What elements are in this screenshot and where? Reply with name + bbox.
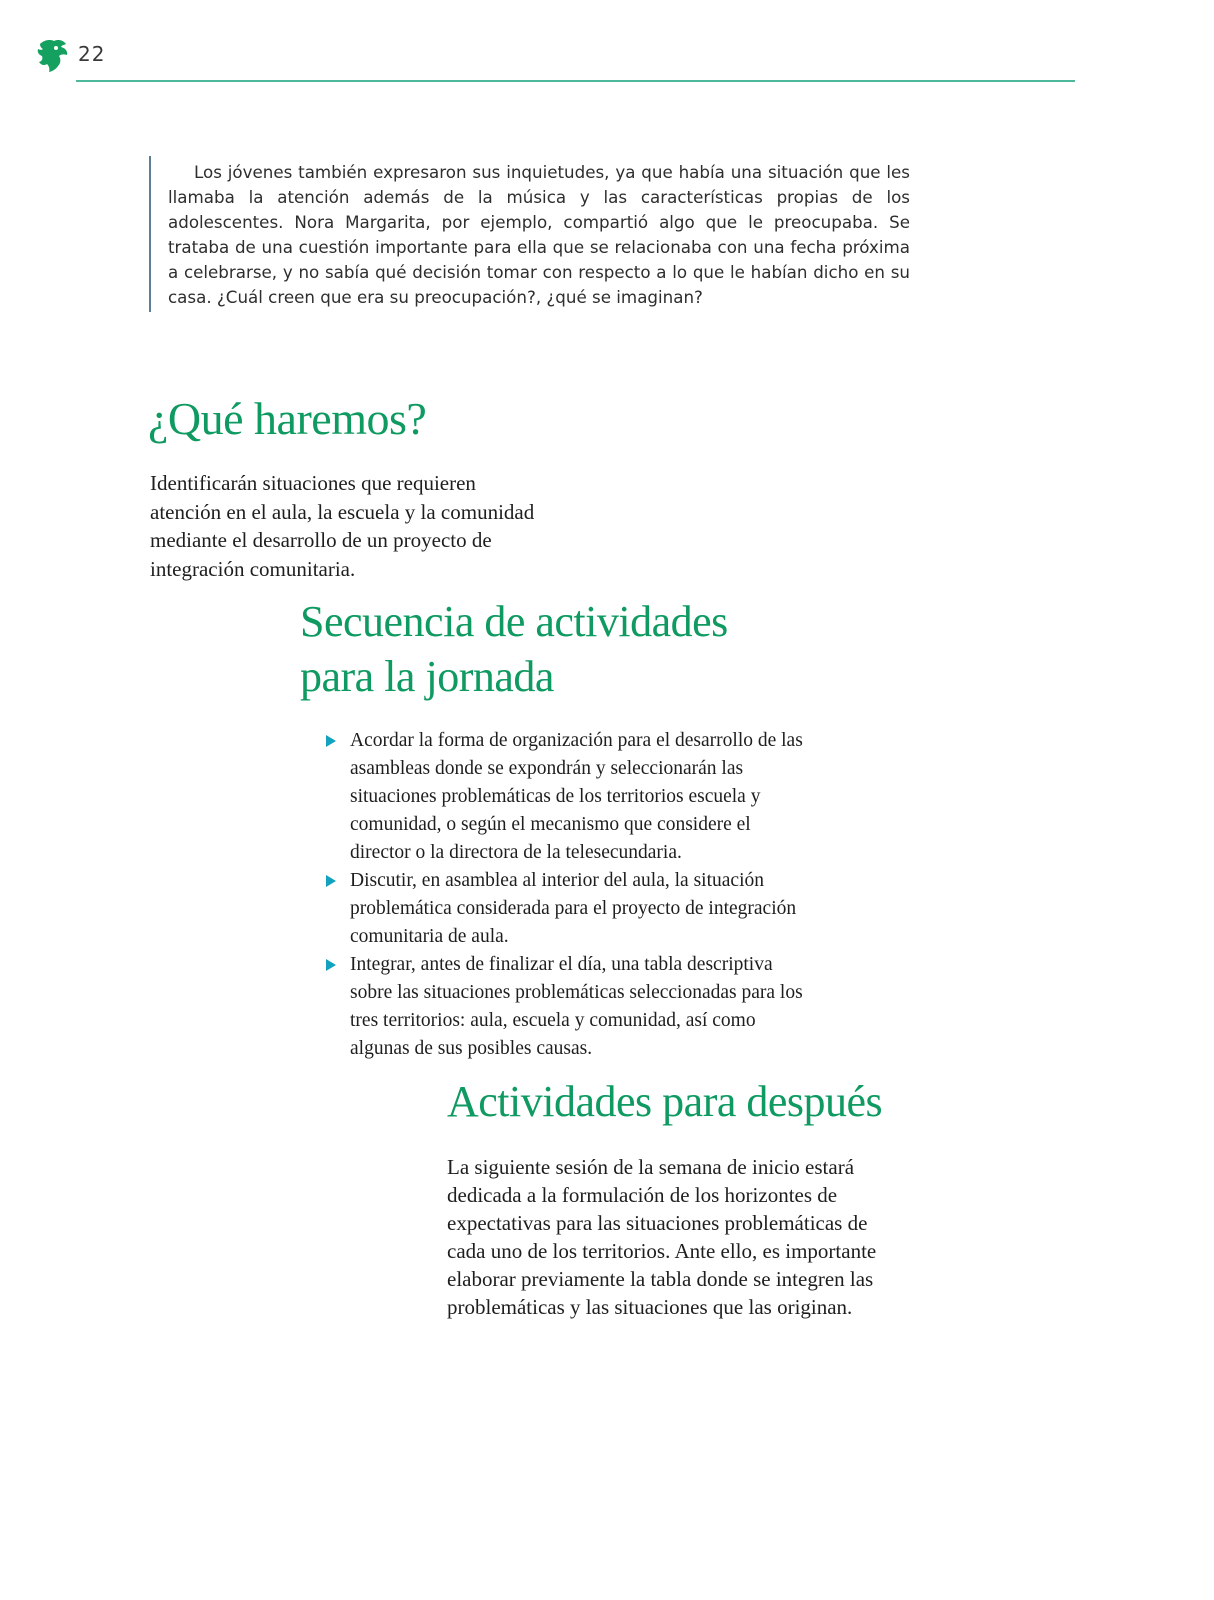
page-number: 22: [78, 42, 106, 66]
actividades-despues-paragraph: La siguiente sesión de la semana de inicio estará dedicada a la formulación de los horizontes de expectativas para las situaciones problemáticas de cada uno de los territorios. Ante ello, es importante elaborar previamente la tabla donde se integren las problemáticas y las situaciones que las originan.: [447, 1155, 877, 1319]
header-rule: [76, 80, 1075, 82]
que-haremos-heading: ¿Qué haremos?: [148, 393, 427, 444]
actividades-despues-heading: Actividades para después: [447, 1077, 883, 1126]
triangle-bullet-icon: [326, 735, 336, 747]
que-haremos-paragraph: Identificarán situaciones que requieren atención en el aula, la escuela y la comunidad mediante el desarrollo de un proyecto de integración comunitaria.: [150, 471, 535, 581]
triangle-bullet-icon: [326, 875, 336, 887]
list-item-text: Acordar la forma de organización para el desarrollo de las asambleas donde se expondrán y seleccionarán las situaciones problemáticas de los territorios escuela y comunidad, o según el mecanismo que considere el director o la directora de la telesecundaria.: [350, 730, 803, 863]
secuencia-heading-line1: Secuencia de actividades: [300, 597, 728, 646]
list-item-text: Integrar, antes de finalizar el día, una tabla descriptiva sobre las situaciones problemáticas seleccionadas para los tres territorios: aula, escuela y comunidad, así como algunas de sus posibles causas.: [350, 954, 803, 1059]
triangle-bullet-icon: [326, 959, 336, 971]
activities-list: [326, 727, 806, 1063]
list-item: [326, 951, 806, 1063]
list-item: [326, 727, 806, 867]
intro-paragraph: Los jóvenes también expresaron sus inquietudes, ya que había una situación que les llamaba la atención además de la música y las características propias de los adolescentes. Nora Margarita, por ejemplo, compartió algo que le preocupaba. Se trataba de una cuestión importante para ella que se relacionaba con una fecha próxima a celebrarse, y no sabía qué decisión tomar con respecto a lo que le habían dicho en su casa. ¿Cuál creen que era su preocupación?, ¿qué se imaginan?: [168, 162, 910, 307]
list-item-text: Discutir, en asamblea al interior del aula, la situación problemática considerada para el proyecto de integración comunitaria de aula.: [350, 870, 797, 947]
secuencia-heading: [300, 594, 728, 704]
list-item: [326, 867, 806, 951]
eagle-head-logo-icon: [36, 38, 70, 74]
secuencia-heading-line2: para la jornada: [300, 652, 554, 701]
